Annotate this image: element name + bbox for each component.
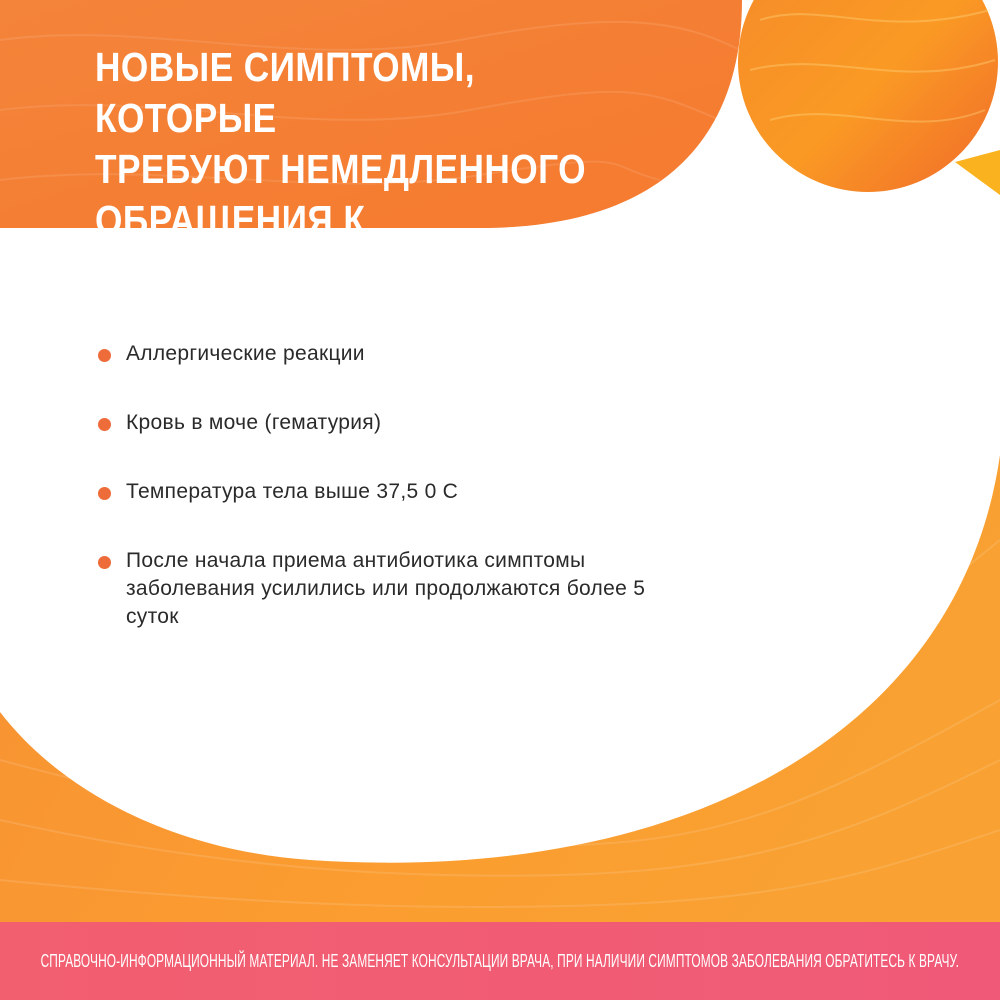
page-title: НОВЫЕ СИМПТОМЫ, КОТОРЫЕ ТРЕБУЮТ НЕМЕДЛЕННОГО ОБРАЩЕНИЯ К СПЕЦИАЛИСТУ <box>95 44 586 294</box>
list-item-text: После начала приема антибиотика симптомы заболевания усилились или продолжаются более 5 суток <box>126 549 646 628</box>
list-item <box>98 340 658 368</box>
symptom-list <box>98 340 658 672</box>
list-item-text: Температура тела выше 37,5 0 С <box>126 480 459 503</box>
list-item <box>98 478 658 506</box>
disclaimer-text: СПРАВОЧНО-ИНФОРМАЦИОННЫЙ МАТЕРИАЛ. НЕ ЗАМЕНЯЕТ КОНСУЛЬТАЦИИ ВРАЧА, ПРИ НАЛИЧИИ СИМПТОМОВ ЗАБОЛЕВАНИЯ ОБРАТИТЕСЬ К ВРАЧУ. <box>40 950 960 971</box>
list-item <box>98 409 658 437</box>
bullet-dot-icon <box>98 556 111 569</box>
bullet-dot-icon <box>98 487 111 500</box>
list-item <box>98 547 658 631</box>
bullet-dot-icon <box>98 418 111 431</box>
bullet-dot-icon <box>98 349 111 362</box>
list-item-text: Аллергические реакции <box>126 342 365 365</box>
list-item-text: Кровь в моче (гематурия) <box>126 411 382 434</box>
footer-disclaimer <box>0 922 1000 1000</box>
